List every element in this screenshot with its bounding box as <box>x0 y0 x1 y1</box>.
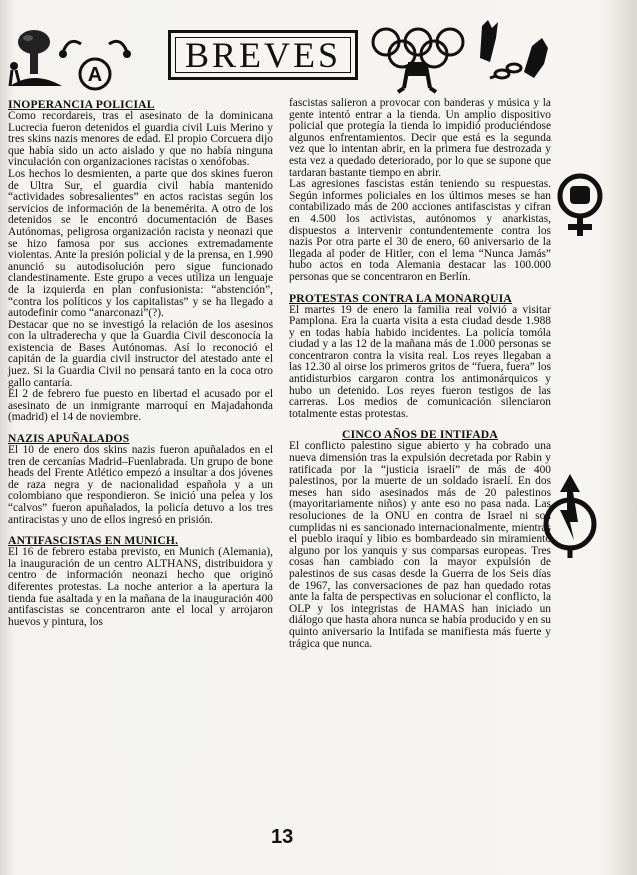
svg-text:A: A <box>87 64 103 86</box>
article-paragraph: El 10 de enero dos skins nazis fueron apuñalados en el tren de cercanías Madrid–Fuenlabrada. Un grupo de bone heads del Frente Atlético empezó a insultar a dos jóvenes de raza negra y de nacionalidad española y a un colombiano que respondieron. Se inició una pelea y los “calvos” fueron apuñalados, la policía detuvo a los tres antiracistas y uno de ellos ingresó en prisión. <box>8 444 273 526</box>
article-paragraph: El martes 19 de enero la familia real volvió a visitar Pamplona. Era la cuarta visita a esta ciudad desde 1.988 y en todas había habido incidentes. La policía tomóla ciudad y a las 12 de la mañana más de 1.000 personas se concentraron contra la visita real. Los reyes llegaban a las 12.30 al oirse los primeros gritos de “fuera, fuera” los antidisturbios cargaron contra los antimonárquicos y hubo un detenido. Los reyes fueron testigos de las carreras. Los medios de comunicación silenciaron totalmente estas protestas. <box>289 303 551 420</box>
article-nazis <box>8 433 273 526</box>
right-column <box>289 98 551 650</box>
anarchy-circle-a-icon <box>55 30 135 94</box>
article-title: NAZIS APUÑALADOS <box>8 432 130 446</box>
article-intifada <box>289 429 551 650</box>
antifascist-arrow-icon <box>540 470 600 566</box>
broken-chains-hands-icon <box>472 18 552 92</box>
article-inoperancia <box>8 99 273 424</box>
article-paragraph: Los hechos lo desmienten, a parte que dos skines fueron de Ultra Sur, el guardia civil había mantenido “actividades sobresalientes” en actos racistas según los servicios de información de la benemérita. A otro de los detenidos se le encontró documentación de Bases Autónomas, peligrosa organización racista y neonazi que se hizo famosa por sus acciones extremadamente violentas. Ante la presión policial y de la prensa, en 1.990 anunció su autodisolución pero sigue funcionado clandestinamente. Este grupo a veces utiliza un lenguaje de la izquierda en plan confusionista: “abstención”, “contra los políticos y los capitalistas” y se ha llegado a autodefinir como “anarconazi”(?). <box>8 167 273 320</box>
article-title: CINCO AÑOS DE INTIFADA <box>342 428 498 442</box>
article-munich <box>8 535 273 628</box>
article-paragraph: Destacar que no se investigó la relación de los asesinos con la ultraderecha y que la Guardia Civil desconocía la existencia de Bases Autónomas. Así lo reconoció el capitán de la guardia civil instructor del atestado ante el juez. Si la Guardia Civil no pensará tanto en la coca otro gallo cantaría. <box>8 318 273 389</box>
page-number: 13 <box>271 826 294 848</box>
title-box <box>168 30 358 80</box>
left-column <box>8 99 273 628</box>
feminist-fist-icon <box>554 170 610 238</box>
article-paragraph: Las agresiones fascistas están teniendo su respuestas. Según informes policiales en los últimos meses se han contabilizado más de 200 acciones antifascistas y cifran en 4.500 los activistas, autónomos y anarkistas, dispuestos a intervenir contundentemente contra los nazis Por otra parte el 30 de enero, 60 aniversario de la llegada al poder de Hitler, con el lema “Nunca Jamás” hubo actos en toda Alemania destacar las 100.000 personas que se concentraron en Berlín. <box>289 178 551 283</box>
article-title: PROTESTAS CONTRA LA MONARQUIA <box>289 291 512 305</box>
article-paragraph: Como recordareis, tras el asesinato de la dominicana Lucrecia fueron detenidos el guardia civil Luis Merino y tres skins nazis menores de edad. El propio Corcuera dijo que había sido un acto aislado y que no había ninguna vinculación con organizaciones racistas o xenófobas. <box>8 110 273 169</box>
article-paragraph: El 2 de febrero fue puesto en libertad el acusado por el asesinato de un inmigrante marroquí en Majadahonda (madrid) el 14 de noviembre. <box>8 388 273 424</box>
article-title: ANTIFASCISTAS EN MUNICH. <box>8 534 179 548</box>
article-monarquia <box>289 293 551 421</box>
article-paragraph: fascistas salieron a provocar con banderas y música y la gente intentó entrar a la tienda. Un amplio dispositivo policial que protegía la tienda lo impidió produciéndose algunos enfrentamientos. Decir que está es la segunda vez que lo intentan abrir, en la primera fue destrozada y esta vez a quedado deteriorado, por lo que se supone que tardaran bastante tiempo en abrir. <box>289 97 551 179</box>
article-paragraph: El conflicto palestino sigue abierto y ha cobrado una nueva dimensión tras la expulsión decretada por Rabin y ratificada por la “justicia israelí” de más de 400 palestinos, por la muerte de un soldado israelí. En dos meses han sido asesinados más de 20 palestinos (mayoritariamente niños) y ante eso no pasa nada. Las resoluciones de la ONU en contra de Israel ni son cumplidas ni es sancionado internacionalmente, mientras el pueblo iraquí y libio es bombardeado sin miramiento alguno por los yanquis y sus comparsas europeas. Tres cosas han cambiado con la mayor expulsión de palestinos de sus casas desde la Guerra de los Seis días de 1967, las conversaciones de paz han quedado rotas ante la falta de perspectivas en solucionar el conflicto, la OLP y los integristas de HAMAS han iniciado un diálogo que hasta ahora nunca se había producido y en su quinto aniversario la Intifada se manifiesta más fuerte y trágica que nunca. <box>289 440 551 650</box>
article-paragraph: El 16 de febrero estaba previsto, en Munich (Alemania), la inauguración de un centro ALTHANS, distribuidora y centro de información neonazi hecho que originó diferentes protestas. La noche anterior a la apertura la tienda fue asaltada y en la mañana de la inauguración 400 antifascistas se concentraron ante el local y arrojaron huevos y pintura, los <box>8 546 273 628</box>
broken-olympic-rings-icon <box>368 22 468 94</box>
article-title: INOPERANCIA POLICIAL <box>8 98 155 111</box>
page-title: BREVES <box>175 37 351 73</box>
